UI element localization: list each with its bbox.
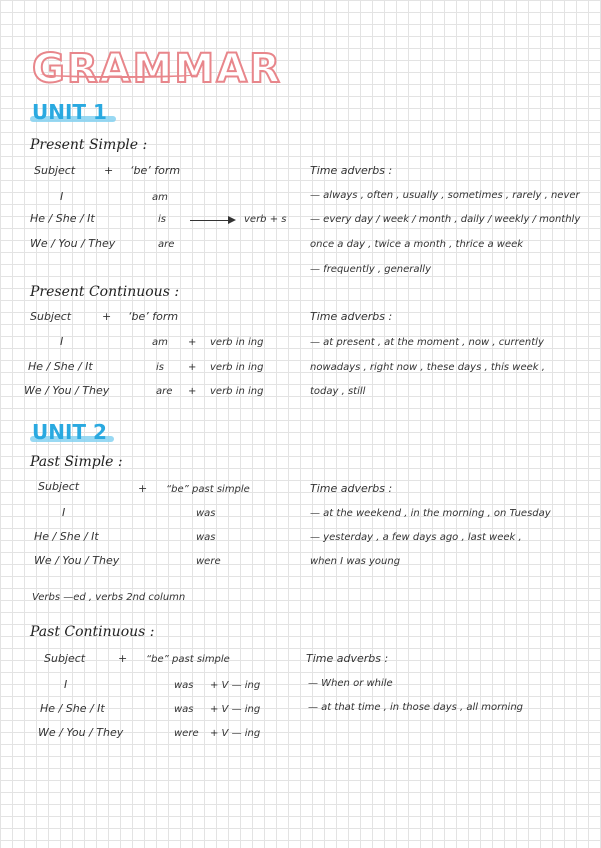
pas-adverb-line: — at the weekend , in the morning , on Tuesday bbox=[310, 508, 551, 519]
pas-row-verb: was bbox=[196, 532, 216, 543]
pac-row-pronoun: I bbox=[64, 678, 68, 691]
ps-adverb-line: once a day , twice a month , thrice a week bbox=[310, 239, 524, 250]
pc-row-tail: verb in ing bbox=[210, 386, 264, 397]
pac-plus: + bbox=[118, 652, 128, 665]
ps-row-verb: is bbox=[158, 214, 166, 225]
pac-row-tail: + V — ing bbox=[210, 680, 261, 691]
pc-time-adverbs: Time adverbs : bbox=[310, 310, 393, 323]
ps-row-verb: are bbox=[158, 239, 175, 250]
pas-subject: Subject bbox=[38, 480, 80, 493]
pc-row-verb: am bbox=[152, 337, 168, 348]
pc-row-pronoun: He / She / It bbox=[28, 360, 93, 373]
ps-be-form: ‘be’ form bbox=[130, 164, 181, 177]
past-simple-heading: Past Simple : bbox=[30, 454, 123, 470]
pc-row-tail: verb in ing bbox=[210, 337, 264, 348]
pc-row-verb: is bbox=[156, 362, 164, 373]
pas-be-form: “be” past simple bbox=[166, 484, 250, 495]
pas-adverb-line: — yesterday , a few days ago , last week , bbox=[310, 532, 522, 543]
pc-row-verb: are bbox=[156, 386, 173, 397]
pas-row-pronoun: I bbox=[62, 506, 66, 519]
ps-adverb-line: — every day / week / month , daily / weekly / monthly bbox=[310, 214, 581, 225]
ps-row-pronoun: We / You / They bbox=[30, 237, 116, 250]
ps-row-extra: verb + s bbox=[244, 214, 287, 225]
pac-adverb-line: — at that time , in those days , all morning bbox=[308, 702, 524, 713]
pc-row-plus: + bbox=[188, 362, 197, 373]
pc-row-plus: + bbox=[188, 337, 197, 348]
pc-adverb-line: today , still bbox=[310, 386, 366, 397]
ps-row-verb: am bbox=[152, 192, 168, 203]
pac-row-pronoun: He / She / It bbox=[40, 702, 105, 715]
pc-row-plus: + bbox=[188, 386, 197, 397]
pac-row-tail: + V — ing bbox=[210, 728, 261, 739]
pac-adverb-line: — When or while bbox=[308, 678, 393, 689]
pac-row-verb: was bbox=[174, 704, 194, 715]
pc-row-pronoun: We / You / They bbox=[24, 384, 110, 397]
ps-plus: + bbox=[104, 164, 114, 177]
ps-subject: Subject bbox=[34, 164, 76, 177]
pc-plus: + bbox=[102, 310, 112, 323]
pac-row-verb: was bbox=[174, 680, 194, 691]
past-continuous-heading: Past Continuous : bbox=[30, 624, 155, 640]
pc-row-tail: verb in ing bbox=[210, 362, 264, 373]
unit1-label: UNIT 1 bbox=[32, 100, 107, 124]
present-simple-heading: Present Simple : bbox=[30, 137, 148, 153]
pac-row-verb: were bbox=[174, 728, 199, 739]
pc-be-form: ‘be’ form bbox=[128, 310, 179, 323]
pac-row-pronoun: We / You / They bbox=[38, 726, 124, 739]
verbs-note: Verbs —ed , verbs 2nd column bbox=[32, 592, 186, 603]
ps-adverb-line: — frequently , generally bbox=[310, 264, 431, 275]
ps-adverb-line: — always , often , usually , sometimes , rarely , never bbox=[310, 190, 580, 201]
pac-row-tail: + V — ing bbox=[210, 704, 261, 715]
title-underline bbox=[40, 70, 200, 78]
ps-time-adverbs: Time adverbs : bbox=[310, 164, 393, 177]
present-continuous-heading: Present Continuous : bbox=[30, 284, 180, 300]
pas-row-verb: was bbox=[196, 508, 216, 519]
ps-row-pronoun: He / She / It bbox=[30, 212, 95, 225]
pac-subject: Subject bbox=[44, 652, 86, 665]
unit2-label: UNIT 2 bbox=[32, 420, 107, 444]
pas-row-pronoun: We / You / They bbox=[34, 554, 120, 567]
pac-time-adverbs: Time adverbs : bbox=[306, 652, 389, 665]
pas-row-pronoun: He / She / It bbox=[34, 530, 99, 543]
pas-time-adverbs: Time adverbs : bbox=[310, 482, 393, 495]
pc-adverb-line: — at present , at the moment , now , currently bbox=[310, 337, 544, 348]
pc-adverb-line: nowadays , right now , these days , this week , bbox=[310, 362, 545, 373]
ps-row-pronoun: I bbox=[60, 190, 64, 203]
pc-subject: Subject bbox=[30, 310, 72, 323]
pas-plus: + bbox=[138, 482, 148, 495]
page-title: GRAMMAR bbox=[32, 46, 282, 92]
pac-be-form: “be” past simple bbox=[146, 654, 230, 665]
arrow-icon bbox=[190, 220, 234, 221]
pas-row-verb: were bbox=[196, 556, 221, 567]
pas-adverb-line: when I was young bbox=[310, 556, 401, 567]
pc-row-pronoun: I bbox=[60, 335, 64, 348]
